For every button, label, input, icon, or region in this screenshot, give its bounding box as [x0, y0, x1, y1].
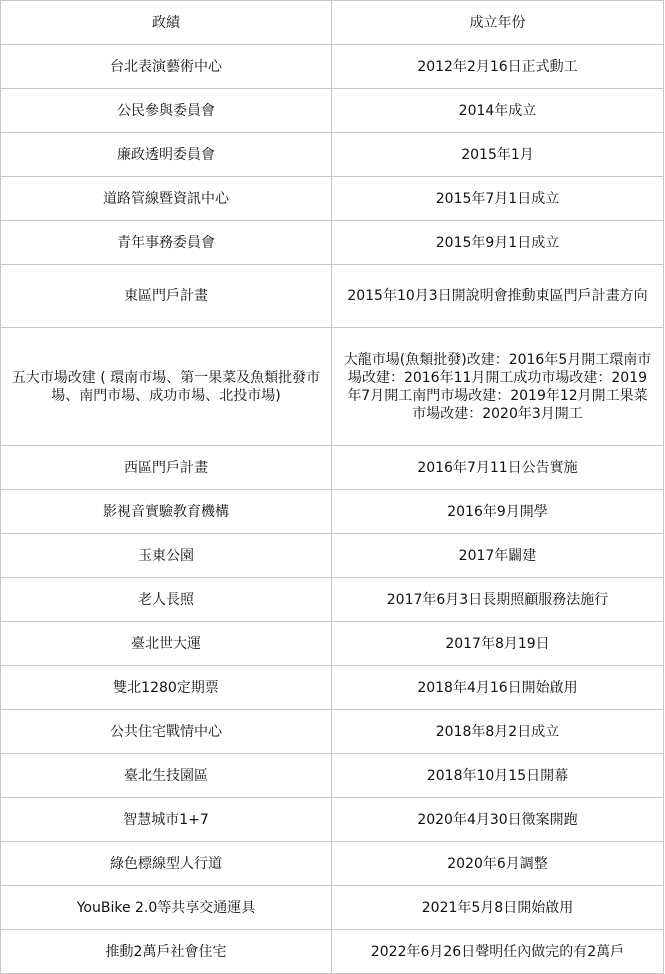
- table-row: [1, 221, 664, 265]
- table-row: [1, 328, 664, 446]
- achievement-cell: 雙北1280定期票: [1, 666, 332, 710]
- year-cell: 2018年10月15日開幕: [332, 754, 664, 798]
- header-row: [1, 1, 664, 45]
- table-row: [1, 45, 664, 89]
- year-cell: 2017年8月19日: [332, 622, 664, 666]
- year-cell: 2016年7月11日公告實施: [332, 446, 664, 490]
- year-cell: 2022年6月26日聲明任內做完的有2萬戶: [332, 930, 664, 974]
- achievement-cell: 老人長照: [1, 578, 332, 622]
- achievement-cell: 臺北世大運: [1, 622, 332, 666]
- table-row: [1, 754, 664, 798]
- achievement-cell: 道路管線暨資訊中心: [1, 177, 332, 221]
- year-cell: 2017年闢建: [332, 534, 664, 578]
- table-row: [1, 177, 664, 221]
- year-cell: 大龍市場(魚類批發)改建：2016年5月開工環南市場改建：2016年11月開工成功市場改建：2019年7月開工南門市場改建：2019年12月開工果菜市場改建：2020年3月開工: [332, 328, 664, 446]
- achievement-cell: 西區門戶計畫: [1, 446, 332, 490]
- table-row: [1, 886, 664, 930]
- column-header-achievement: 政績: [1, 1, 332, 45]
- year-cell: 2016年9月開學: [332, 490, 664, 534]
- achievement-cell: 綠色標線型人行道: [1, 842, 332, 886]
- year-cell: 2020年6月調整: [332, 842, 664, 886]
- table-header: [1, 1, 664, 45]
- column-header-year: 成立年份: [332, 1, 664, 45]
- year-cell: 2021年5月8日開始啟用: [332, 886, 664, 930]
- year-cell: 2018年8月2日成立: [332, 710, 664, 754]
- year-cell: 2012年2月16日正式動工: [332, 45, 664, 89]
- table-body: [1, 45, 664, 974]
- table-row: [1, 622, 664, 666]
- achievement-cell: 臺北生技園區: [1, 754, 332, 798]
- table-row: [1, 842, 664, 886]
- year-cell: 2015年9月1日成立: [332, 221, 664, 265]
- achievement-cell: 玉東公園: [1, 534, 332, 578]
- year-cell: 2020年4月30日徵案開跑: [332, 798, 664, 842]
- table-row: [1, 89, 664, 133]
- table-row: [1, 798, 664, 842]
- year-cell: 2014年成立: [332, 89, 664, 133]
- table-row: [1, 446, 664, 490]
- table-row: [1, 534, 664, 578]
- table-row: [1, 578, 664, 622]
- year-cell: 2015年1月: [332, 133, 664, 177]
- achievement-cell: 智慧城市1+7: [1, 798, 332, 842]
- achievement-cell: YouBike 2.0等共享交通運具: [1, 886, 332, 930]
- achievement-cell: 公民參與委員會: [1, 89, 332, 133]
- achievement-cell: 東區門戶計畫: [1, 265, 332, 328]
- year-cell: 2018年4月16日開始啟用: [332, 666, 664, 710]
- achievement-cell: 推動2萬戶社會住宅: [1, 930, 332, 974]
- achievement-cell: 五大市場改建 ( 環南市場、第一果菜及魚類批發市場、南門市場、成功市場、北投市場): [1, 328, 332, 446]
- achievement-cell: 台北表演藝術中心: [1, 45, 332, 89]
- table-row: [1, 265, 664, 328]
- year-cell: 2017年6月3日長期照顧服務法施行: [332, 578, 664, 622]
- table-row: [1, 490, 664, 534]
- year-cell: 2015年10月3日開說明會推動東區門戶計畫方向: [332, 265, 664, 328]
- table-row: [1, 133, 664, 177]
- table-row: [1, 930, 664, 974]
- achievement-cell: 公共住宅戰情中心: [1, 710, 332, 754]
- table-row: [1, 710, 664, 754]
- achievement-cell: 青年事務委員會: [1, 221, 332, 265]
- achievement-cell: 影視音實驗教育機構: [1, 490, 332, 534]
- achievement-cell: 廉政透明委員會: [1, 133, 332, 177]
- year-cell: 2015年7月1日成立: [332, 177, 664, 221]
- table-row: [1, 666, 664, 710]
